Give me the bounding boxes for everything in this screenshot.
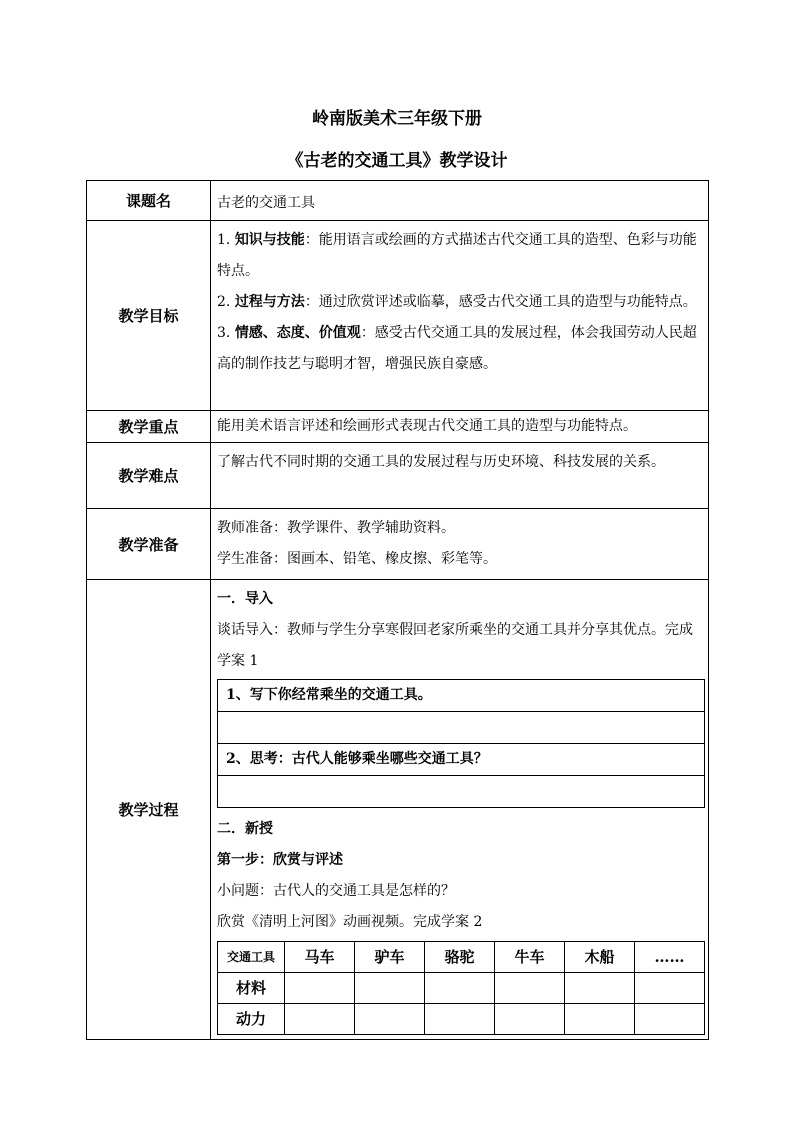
ws2-header-row: 交通工具 马车 驴车 骆驼 牛车 木船 …… (218, 942, 705, 973)
ws2-row-power: 动力 (218, 1004, 705, 1035)
label-goals: 教学目标 (87, 221, 211, 411)
worksheet-2 (217, 941, 705, 1035)
label-key-point: 教学重点 (87, 411, 211, 443)
label-topic: 课题名 (87, 181, 211, 221)
ws1-answer-1[interactable] (218, 712, 705, 744)
value-goals (211, 221, 709, 411)
value-preparation: 教师准备：教学课件、教学辅助资料。 学生准备：图画本、铅笔、橡皮擦、彩笔等。 (211, 509, 709, 580)
goal-item: 3. 情感、态度、价值观：感受古代交通工具的发展过程，体会我国劳动人民超高的制作技艺与聪明才智，增强民族自豪感。 (217, 325, 697, 372)
row-preparation (87, 509, 709, 580)
row-process (87, 580, 709, 1040)
row-topic (87, 181, 709, 221)
goal-item: 2. 过程与方法：通过欣赏评述或临摹，感受古代交通工具的造型与功能特点。 (217, 294, 697, 310)
document-subtitle: 《古老的交通工具》教学设计 (286, 151, 508, 171)
value-topic: 古老的交通工具 (211, 181, 709, 221)
ws2-row-material: 材料 (218, 973, 705, 1004)
label-process: 教学过程 (87, 580, 211, 1040)
goal-item: 1. 知识与技能：能用语言或绘画的方式描述古代交通工具的造型、色彩与功能特点。 (217, 232, 697, 279)
document-title: 岭南版美术三年级下册 (312, 109, 482, 129)
label-difficult-point: 教学难点 (87, 443, 211, 509)
row-key-point (87, 411, 709, 443)
row-difficult-point (87, 443, 709, 509)
ws1-answer-2[interactable] (218, 776, 705, 808)
lesson-plan-table (86, 180, 709, 1040)
worksheet-1 (217, 679, 705, 808)
row-goals (87, 221, 709, 411)
value-difficult-point: 了解古代不同时期的交通工具的发展过程与历史环境、科技发展的关系。 (211, 443, 709, 509)
ws1-question-2: 2、思考：古代人能够乘坐哪些交通工具？ (218, 744, 705, 776)
label-preparation: 教学准备 (87, 509, 211, 580)
value-process: 一．导入 谈话导入：教师与学生分享寒假回老家所乘坐的交通工具并分享其优点。完成学案 1 1、写下你经常乘坐的交通工具。 2、思考：古代人能够乘坐哪些交通工具？ 二．新授 第一步：欣赏与评述 小问题：古代人的交通工具是怎样的？ 欣赏《清明上河图》动画视频。完成学案 2 交通工具 马车 驴车 骆驼 牛车 木船 …… 材料 动力 (211, 580, 709, 1040)
value-key-point: 能用美术语言评述和绘画形式表现古代交通工具的造型与功能特点。 (211, 411, 709, 443)
ws1-question-1: 1、写下你经常乘坐的交通工具。 (218, 680, 705, 712)
